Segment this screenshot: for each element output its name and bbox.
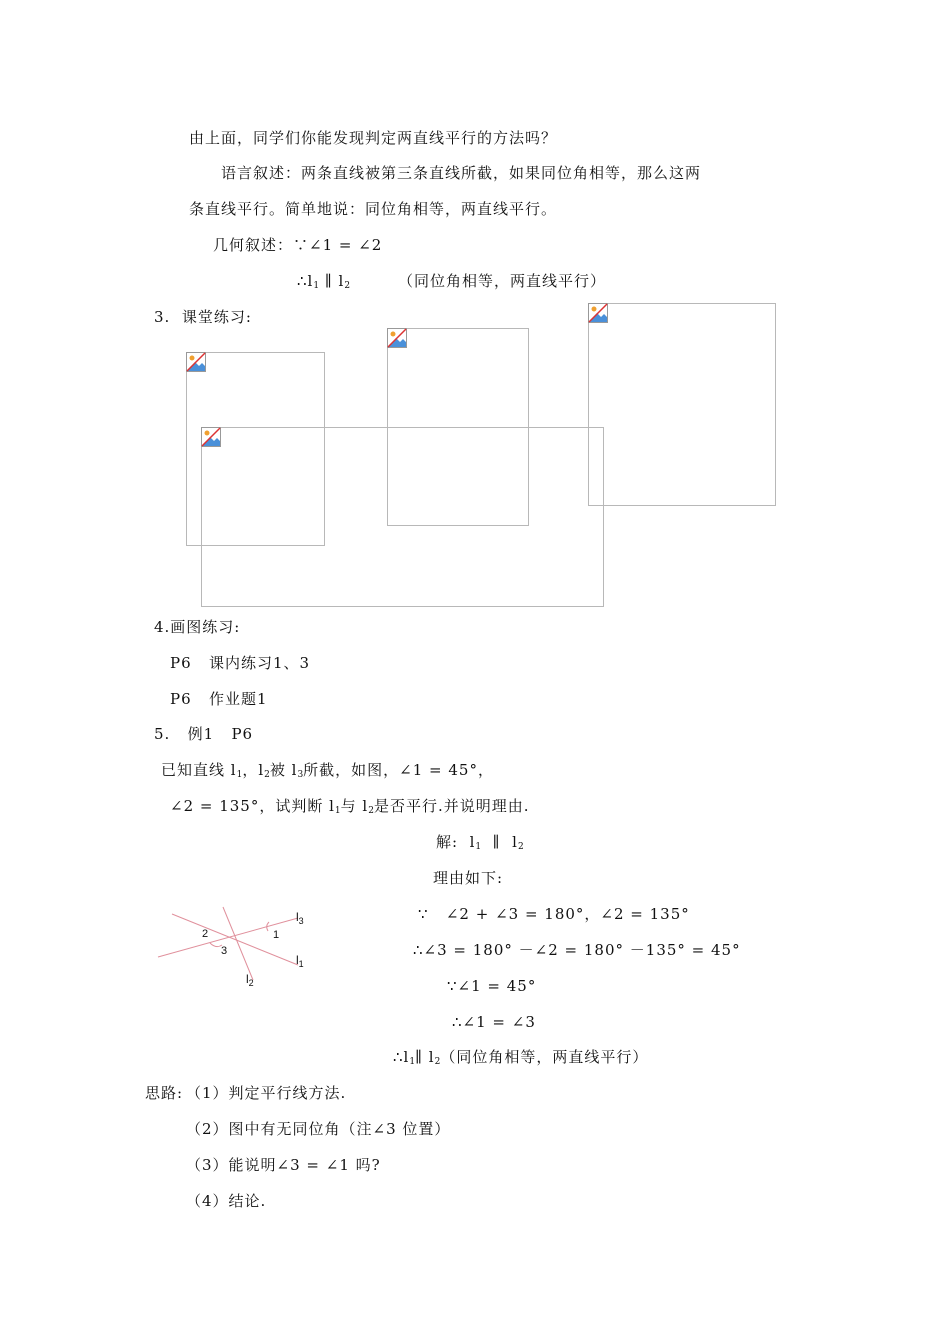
broken-image-icon bbox=[201, 427, 221, 447]
subscript-1: 1 bbox=[409, 1057, 416, 1067]
problem-part-b: ，l bbox=[242, 761, 265, 779]
solution-step-1: ∵ ∠2 + ∠3 = 180°，∠2 = 135° bbox=[418, 905, 690, 923]
parallel-l2: ∥ l bbox=[319, 272, 345, 290]
parallel-lines-figure bbox=[150, 895, 325, 995]
label-l2-sub: 2 bbox=[248, 978, 254, 988]
geometry-conclusion bbox=[297, 271, 350, 296]
thinking-point-1: （1）判定平行线方法. bbox=[186, 1084, 347, 1102]
problem-part-d: 所截，如图，∠1 = 45°， bbox=[303, 761, 494, 779]
geometry-statement bbox=[213, 235, 382, 255]
language-statement-line1: 语言叙述：两条直线被第三条直线所截，如果同位角相等，那么这两 bbox=[221, 164, 702, 182]
subscript-2: 2 bbox=[434, 1057, 441, 1067]
subscript-2: 2 bbox=[368, 806, 374, 816]
practice-heading: 3. 课堂练习: bbox=[154, 308, 252, 326]
example-heading: 5. 例1 P6 bbox=[154, 725, 254, 743]
thinking-point-2: （2）图中有无同位角（注∠3 位置） bbox=[186, 1120, 451, 1138]
label-l3: l bbox=[296, 910, 299, 924]
drawing-heading: 4.画图练习: bbox=[154, 618, 241, 636]
reason-label: 理由如下: bbox=[433, 869, 504, 887]
subscript-1: 1 bbox=[313, 281, 320, 291]
question-text: 由上面，同学们你能发现判定两直线平行的方法吗？ bbox=[189, 129, 558, 147]
solution-final bbox=[393, 1047, 648, 1072]
geometry-prefix: 几何叙述： bbox=[213, 236, 294, 254]
subscript-1: 1 bbox=[236, 770, 243, 780]
broken-image-icon bbox=[387, 328, 407, 348]
thinking-point-4: （4）结论. bbox=[186, 1192, 267, 1210]
geometry-given: ∵∠1 = ∠2 bbox=[293, 236, 383, 254]
subscript-1: 1 bbox=[334, 806, 341, 816]
line-l2 bbox=[223, 907, 253, 980]
broken-image-icon bbox=[186, 352, 206, 372]
subscript-2: 2 bbox=[517, 842, 524, 852]
solution-label bbox=[436, 832, 524, 857]
language-statement-line2: 条直线平行。简单地说：同位角相等，两直线平行。 bbox=[189, 200, 558, 218]
drawing-item-2: P6 作业题1 bbox=[170, 690, 268, 708]
label-l1: l bbox=[296, 953, 299, 967]
label-angle-2: 2 bbox=[202, 928, 209, 940]
final-l1: ∴l bbox=[393, 1048, 410, 1066]
label-l2: l bbox=[246, 972, 249, 986]
problem-line2-b: 与 l bbox=[340, 797, 369, 815]
drawing-item-1: P6 课内练习1、3 bbox=[170, 654, 311, 672]
subscript-3: 3 bbox=[297, 770, 304, 780]
conclusion-l1: ∴l bbox=[297, 272, 314, 290]
subscript-2: 2 bbox=[344, 281, 351, 291]
example-problem-line2 bbox=[170, 796, 530, 821]
exercise-image-4 bbox=[201, 427, 604, 607]
solution-parallel: ∥ l bbox=[481, 833, 518, 851]
subscript-2: 2 bbox=[264, 770, 270, 780]
exercise-image-3 bbox=[588, 303, 776, 506]
problem-line2-a: ∠2 = 135°，试判断 l bbox=[170, 797, 335, 815]
label-l1-sub: 1 bbox=[298, 959, 304, 969]
svg-text:l3 bbox=[296, 910, 304, 926]
solution-step-3: ∵∠1 = 45° bbox=[447, 977, 537, 995]
problem-part-a: 已知直线 l bbox=[161, 761, 237, 779]
svg-text:l1 bbox=[296, 953, 304, 969]
svg-text:l2 bbox=[246, 972, 254, 988]
thinking-point-3: （3）能说明∠3 = ∠1 吗? bbox=[186, 1156, 381, 1174]
example-problem-line1 bbox=[161, 760, 494, 785]
conclusion-reason: （同位角相等，两直线平行） bbox=[398, 272, 607, 290]
problem-part-c: 被 l bbox=[269, 761, 298, 779]
final-reason: （同位角相等，两直线平行） bbox=[440, 1048, 649, 1066]
label-angle-1: 1 bbox=[273, 929, 280, 941]
thinking-label: 思路: bbox=[145, 1084, 184, 1102]
final-l2: ∥ l bbox=[415, 1048, 435, 1066]
subscript-1: 1 bbox=[475, 842, 482, 852]
label-angle-3: 3 bbox=[221, 945, 228, 957]
solution-step-4: ∴∠1 = ∠3 bbox=[452, 1013, 536, 1031]
problem-line2-c: 是否平行.并说明理由. bbox=[373, 797, 530, 815]
label-l3-sub: 3 bbox=[298, 916, 304, 926]
solution-l1: 解: l bbox=[436, 833, 476, 851]
broken-image-icon bbox=[588, 303, 608, 323]
solution-step-2: ∴∠3 = 180° －∠2 = 180° －135° = 45° bbox=[413, 941, 741, 959]
